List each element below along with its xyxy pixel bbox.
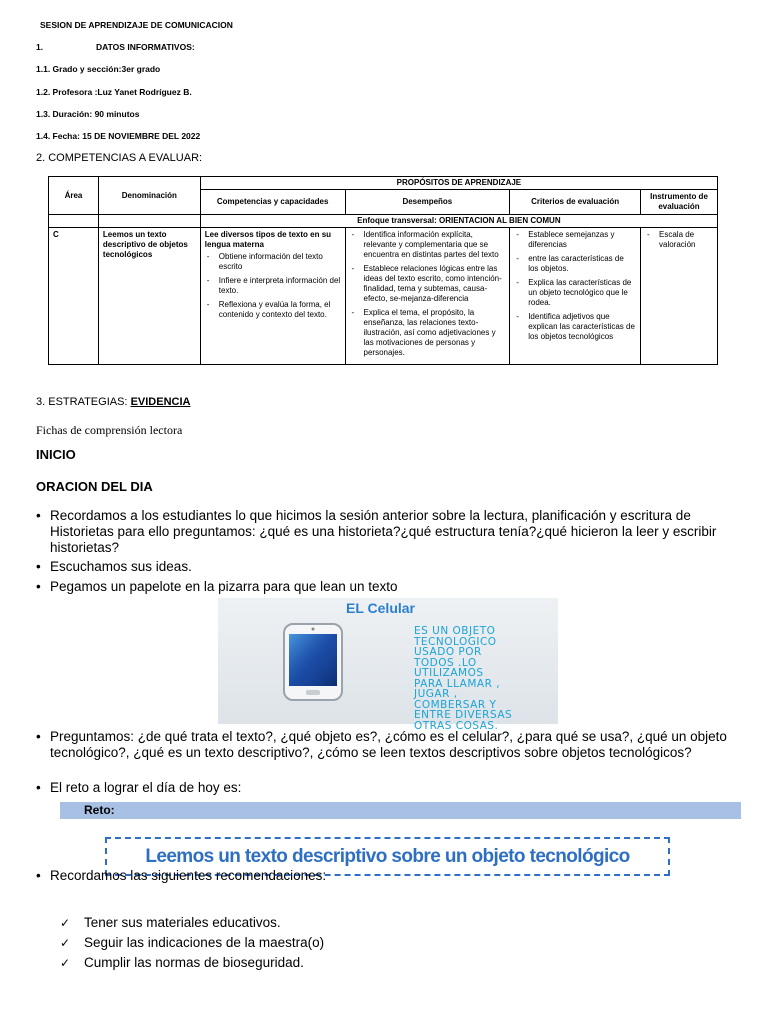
bullet-pegamos: • Pegamos un papelote en la pizarra para que lean un texto — [36, 579, 736, 595]
poster-text — [414, 626, 554, 731]
desempeno-item: - Identifica información explícita, relevante y complementaria que se encuentra en distintas partes del texto — [350, 230, 506, 260]
reto-label: Reto: — [84, 803, 115, 817]
criterio-item: - Establece semejanzas y diferencias — [514, 230, 636, 250]
section1-number: 1. — [36, 42, 44, 52]
fecha-line: 1.4. Fecha: 15 DE NOVIEMBRE DEL 2022 — [36, 131, 201, 141]
cell-criterios — [510, 228, 641, 365]
criterio-item: - Explica las características de un objeto tecnológico que le rodea. — [514, 278, 636, 308]
grado-line: 1.1. Grado y sección:3er grado — [36, 64, 161, 74]
instrumento-item: - Escala de valoración — [645, 230, 713, 250]
poster-line: JUGAR , — [414, 688, 458, 700]
reto-text: Leemos un texto descriptivo sobre un objeto tecnológico — [145, 846, 630, 867]
header-propositos: PROPÓSITOS DE APRENDIZAJE — [200, 177, 717, 190]
cell-denominacion: Leemos un texto descriptivo de objetos tecnológicos — [98, 228, 200, 365]
poster-line: COMBERSAR Y — [414, 698, 497, 711]
inicio-heading: INICIO — [36, 447, 76, 462]
header-area: Área — [49, 177, 99, 215]
bullet-escuchamos: • Escuchamos sus ideas. — [36, 559, 736, 575]
poster-line: ES UN OBJETO — [414, 625, 496, 637]
header-competencias: Competencias y capacidades — [200, 190, 345, 215]
poster-line: TECNOLOGICO — [414, 635, 497, 648]
bullet-recomendaciones: • Recordamos las siguientes recomendaciones: — [36, 868, 736, 884]
desempeno-item: - Explica el tema, el propósito, la enseñanza, las relaciones texto-ilustración, así como adjetivaciones y las motivaciones de personas y personajes. — [350, 308, 506, 358]
section2-title: 2. COMPETENCIAS A EVALUAR: — [36, 152, 203, 164]
poster-line: UTILIZAMOS — [414, 667, 484, 679]
smartphone-icon — [280, 622, 348, 702]
header-denominacion: Denominación — [98, 177, 200, 215]
bullet-reto-intro: • El reto a lograr el día de hoy es: — [36, 780, 736, 796]
competencia-title: Lee diversos tipos de texto en su lengua materna — [204, 230, 332, 249]
strategies-heading — [36, 396, 190, 408]
celular-poster — [218, 598, 558, 732]
enfoque-row: Enfoque transversal: ORIENTACION AL BIEN COMUN — [200, 215, 717, 228]
cell-desempenos — [345, 228, 510, 365]
criterio-item: - entre las características de los objetos. — [514, 254, 636, 274]
bullet-preguntamos: • Preguntamos: ¿de qué trata el texto?, ¿qué objeto es?, ¿cómo es el celular?, ¿para qué se usa?, ¿qué un objeto tecnológico?, ¿qué es un texto descriptivo?, ¿cómo se leen textos descriptivos sobre objetos tecnológicos? — [36, 729, 736, 761]
evidence-label: EVIDENCIA — [130, 396, 191, 408]
header-desempenos: Desempeños — [345, 190, 510, 215]
fichas-text: Fichas de comprensión lectora — [36, 423, 183, 437]
poster-line: PARA LLAMAR , — [414, 677, 501, 690]
capacidad-item: - Infiere e interpreta información del texto. — [205, 276, 341, 296]
section1-title: DATOS INFORMATIVOS: — [96, 42, 195, 52]
profesora-line: 1.2. Profesora :Luz Yanet Rodríguez B. — [36, 87, 192, 97]
poster-line: ENTRE DIVERSAS — [414, 709, 513, 721]
criterio-item: - Identifica adjetivos que explican las características de los objetos tecnológicos — [514, 312, 636, 342]
oracion-heading: ORACION DEL DIA — [36, 479, 153, 494]
poster-line: USADO POR — [414, 646, 482, 658]
cell-area: C — [49, 228, 99, 365]
duracion-line: 1.3. Duración: 90 minutos — [36, 109, 140, 119]
header-criterios: Criterios de evaluación — [510, 190, 641, 215]
reto-bar — [60, 802, 741, 819]
check-item: ✓ Seguir las indicaciones de la maestra(o) — [60, 935, 324, 951]
desempeno-item: - Establece relaciones lógicas entre las ideas del texto escrito, como intención-finalidad, tema y subtemas, causa-efecto, se-mejanza-diferencia — [350, 264, 506, 304]
bullet-recordamos: • Recordamos a los estudiantes lo que hicimos la sesión anterior sobre la lectura, planificación y escritura de Historietas para ello preguntamos: ¿qué es una historieta?¿qué estructura tenía?¿qué hicieron la leer y escribir historietas? — [36, 508, 736, 556]
competencias-table — [48, 176, 718, 365]
session-title: SESION DE APRENDIZAJE DE COMUNICACION — [40, 20, 233, 30]
check-item: ✓ Cumplir las normas de bioseguridad. — [60, 955, 304, 971]
strategies-label: 3. ESTRATEGIAS: — [36, 396, 128, 408]
header-instrumento: Instrumento de evaluación — [641, 190, 718, 215]
cell-competencias — [200, 228, 345, 365]
poster-line: TODOS .LO — [414, 656, 477, 669]
check-item: ✓ Tener sus materiales educativos. — [60, 915, 281, 931]
capacidad-item: - Obtiene información del texto escrito — [205, 252, 341, 272]
poster-line: OTRAS COSAS. — [414, 719, 499, 732]
capacidad-item: - Reflexiona y evalúa la forma, el contenido y contexto del texto. — [205, 300, 341, 320]
poster-title: EL Celular — [346, 600, 415, 616]
cell-instrumento — [641, 228, 718, 365]
